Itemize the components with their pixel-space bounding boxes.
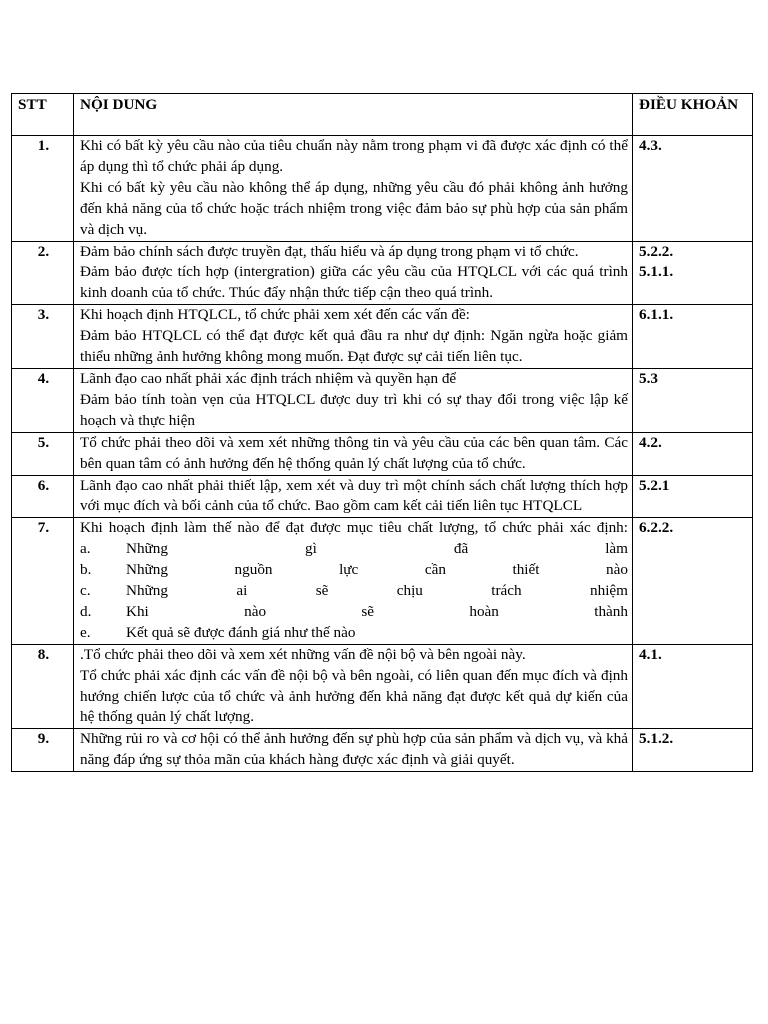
content-paragraph: Những rủi ro và cơ hội có thể ảnh hưởng đến sự phù hợp của sản phẩm và dịch vụ, và khả năng đáp ứng sự thỏa mãn của khách hàng được xác định và giải quyết.	[80, 730, 628, 769]
row-content	[74, 432, 633, 475]
row-content	[74, 368, 633, 432]
header-row	[12, 94, 753, 136]
clause-number: 5.1.2.	[639, 730, 674, 748]
content-paragraph: Lãnh đạo cao nhất phải xác định trách nhiệm và quyền hạn để	[80, 369, 457, 387]
list-item-text: Kết quả sẽ được đánh giá như thế nào	[126, 623, 356, 641]
clause-number: 4.2.	[639, 433, 662, 451]
content-paragraph: Đảm bảo được tích hợp (intergration) giữa các yêu cầu của HTQLCL với các quá trình kinh doanh của tổ chức. Thúc đẩy nhận thức tiếp cận theo quá trình.	[80, 263, 628, 302]
list-item-label: b.	[80, 561, 92, 579]
table-row	[12, 644, 753, 729]
row-clause	[633, 136, 753, 242]
list-item	[80, 623, 628, 644]
list-item-text: Những gì đã làm	[126, 540, 628, 558]
content-paragraph: Đảm bảo HTQLCL có thể đạt được kết quả đầu ra như dự định: Ngăn ngừa hoặc giảm thiểu những ảnh hưởng không mong muốn. Đạt được sự cải tiến liên tục.	[80, 327, 628, 366]
row-number: 1.	[12, 136, 74, 242]
content-paragraph: Đảm bảo tính toàn vẹn của HTQLCL được duy trì khi có sự thay đổi trong việc lập kế hoạch và thực hiện	[80, 390, 628, 429]
row-content	[74, 305, 633, 369]
row-clause	[633, 644, 753, 729]
content-paragraph: Khi có bất kỳ yêu cầu nào không thể áp dụng, những yêu cầu đó phải không ảnh hưởng đến khả năng của tổ chức hoặc trách nhiệm trong việc đảm bảo sự phù hợp của sản phẩm và dịch vụ.	[80, 178, 628, 238]
row-content	[74, 518, 633, 644]
row-number: 4.	[12, 368, 74, 432]
table-row	[12, 241, 753, 305]
row-number: 8.	[12, 644, 74, 729]
clause-number: 6.2.2.	[639, 519, 674, 537]
list-item-text: Khi nào sẽ hoàn thành	[126, 602, 628, 620]
row-number: 6.	[12, 475, 74, 518]
row-clause	[633, 305, 753, 369]
row-clause	[633, 432, 753, 475]
clause-number: 5.3	[639, 369, 658, 387]
table-row	[12, 136, 753, 242]
clause-number: 4.1.	[639, 645, 662, 663]
list-item-label: c.	[80, 582, 91, 600]
content-paragraph: .Tổ chức phải theo dõi và xem xét những vấn đề nội bộ và bên ngoài này.	[80, 645, 526, 663]
content-intro: Khi hoạch định làm thế nào để đạt được mục tiêu chất lượng, tổ chức phải xác định:	[80, 519, 628, 537]
clause-number: 4.3.	[639, 137, 662, 154]
content-paragraph: Tổ chức phải theo dõi và xem xét những thông tin và yêu cầu của các bên quan tâm. Các bên quan tâm có ảnh hưởng đến hệ thống quản lý chất lượng của tổ chức.	[80, 433, 628, 472]
header-stt: STT	[12, 94, 74, 136]
content-paragraph: Khi có bất kỳ yêu cầu nào của tiêu chuẩn này nằm trong phạm vi đã được xác định có thể áp dụng thì tổ chức phải áp dụng.	[80, 137, 628, 175]
row-clause	[633, 368, 753, 432]
row-number: 3.	[12, 305, 74, 369]
row-number: 2.	[12, 241, 74, 305]
row-number: 9.	[12, 729, 74, 772]
list-item-label: e.	[80, 623, 91, 641]
header-content: NỘI DUNG	[74, 94, 633, 136]
clause-number: 5.2.2.	[639, 242, 674, 260]
row-clause	[633, 241, 753, 305]
requirements-table	[11, 93, 753, 772]
table-row	[12, 432, 753, 475]
row-content	[74, 475, 633, 518]
row-content	[74, 136, 633, 242]
clause-number: 6.1.1.	[639, 306, 674, 324]
table-row	[12, 305, 753, 369]
header-clause: ĐIỀU KHOẢN	[633, 94, 753, 136]
row-clause	[633, 518, 753, 644]
table-row	[12, 518, 753, 644]
list-item	[80, 539, 628, 560]
content-paragraph: Lãnh đạo cao nhất phải thiết lập, xem xét và duy trì một chính sách chất lượng thích hợp với mục đích và bối cảnh của tổ chức. Bao gồm cam kết cải tiến liên tục HTQLCL	[80, 476, 628, 515]
list-item-label: a.	[80, 540, 91, 558]
content-paragraph: Khi hoạch định HTQLCL, tổ chức phải xem xét đến các vấn đề:	[80, 306, 470, 324]
row-clause	[633, 475, 753, 518]
row-content	[74, 241, 633, 305]
row-content	[74, 729, 633, 772]
table-row	[12, 729, 753, 772]
row-number: 5.	[12, 432, 74, 475]
list-item-text: Những ai sẽ chịu trách nhiệm	[126, 582, 628, 600]
clause-number: 5.1.1.	[639, 263, 674, 281]
content-paragraph: Tổ chức phải xác định các vấn đề nội bộ và bên ngoài, có liên quan đến mục đích và định hướng chiến lược của tổ chức và ảnh hưởng đến khả năng đạt được kết quả dự kiến của hệ thống quản lý chất lượng.	[80, 666, 628, 726]
list-item-label: d.	[80, 602, 92, 620]
list-item	[80, 602, 628, 623]
table-row	[12, 475, 753, 518]
content-paragraph: Đảm bảo chính sách được truyền đạt, thấu hiểu và áp dụng trong phạm vi tổ chức.	[80, 242, 579, 260]
row-content	[74, 644, 633, 729]
list-item	[80, 560, 628, 581]
list-item	[80, 581, 628, 602]
table-row	[12, 368, 753, 432]
clause-number: 5.2.1	[639, 476, 670, 494]
row-clause	[633, 729, 753, 772]
row-number: 7.	[12, 518, 74, 644]
list-item-text: Những nguồn lực cần thiết nào	[126, 561, 628, 579]
